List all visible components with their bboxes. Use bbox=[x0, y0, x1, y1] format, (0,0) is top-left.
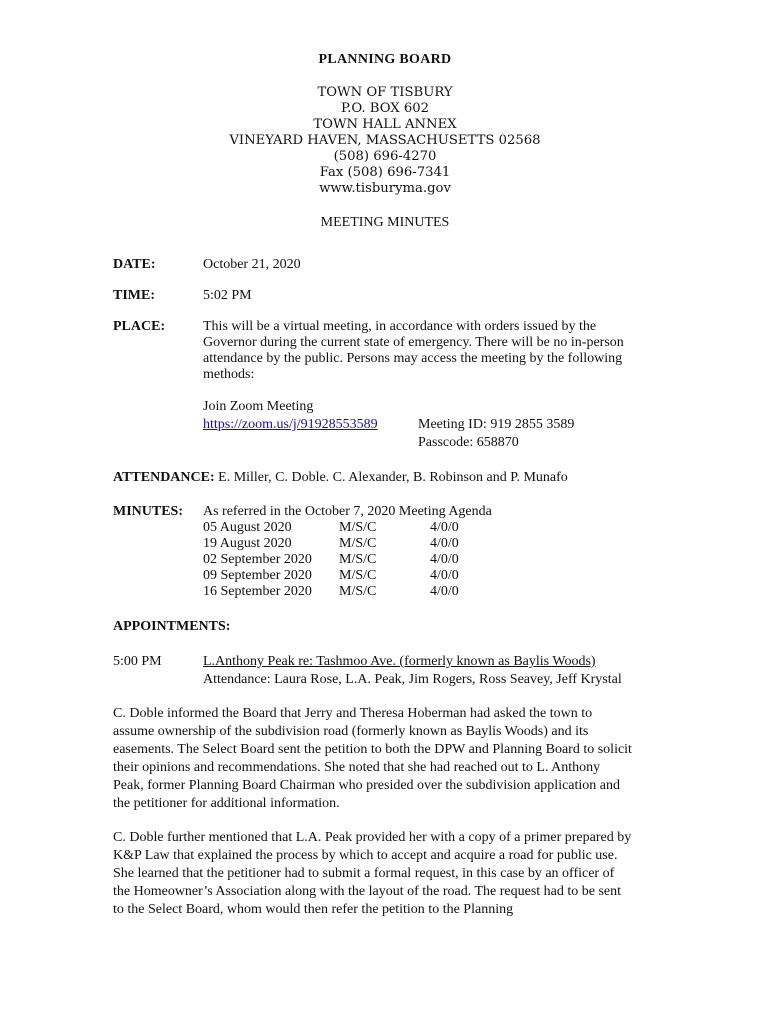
date-label: DATE: bbox=[113, 257, 156, 272]
approval-vote: 4/0/0 bbox=[430, 520, 459, 535]
minutes-label: MINUTES: bbox=[113, 504, 184, 519]
appointment-title: L.Anthony Peak re: Tashmoo Ave. (formerly known as Baylis Woods) bbox=[203, 654, 596, 669]
zoom-link[interactable]: https://zoom.us/j/91928553589 bbox=[203, 417, 378, 432]
attendance-label: ATTENDANCE: bbox=[113, 470, 215, 485]
address-line-fax: Fax (508) 696-7341 bbox=[319, 165, 451, 180]
minutes-approval-table bbox=[203, 520, 459, 600]
discussion-paragraph-1: C. Doble informed the Board that Jerry and Theresa Hoberman had asked the town to assume ownership of the subdivision road (formerly known as Baylis Woods) and its easements. The Select Board sent the petition to both the DPW and Planning Board to solicit their opinions and recommendations. She noted that she had reached out to L. Anthony Peak, former Planning Board Chairman who presided over the subdivision application and the petitioner for additional information. bbox=[113, 706, 632, 811]
place-label: PLACE: bbox=[113, 319, 166, 334]
minutes-details bbox=[203, 504, 673, 600]
appointment-details bbox=[203, 654, 673, 688]
approval-date: 05 August 2020 bbox=[203, 520, 292, 535]
appointment-time: 5:00 PM bbox=[113, 654, 162, 669]
zoom-link-row bbox=[203, 417, 673, 433]
passcode: Passcode: 658870 bbox=[418, 435, 519, 450]
passcode-row bbox=[203, 435, 673, 451]
address-line-town: TOWN OF TISBURY bbox=[317, 85, 453, 100]
table-row bbox=[203, 584, 459, 600]
board-title: PLANNING BOARD bbox=[318, 52, 452, 67]
zoom-heading: Join Zoom Meeting bbox=[203, 399, 314, 414]
approval-motion: M/S/C bbox=[339, 536, 377, 551]
attendance-text: E. Miller, C. Doble. C. Alexander, B. Robinson and P. Munafo bbox=[218, 470, 568, 485]
table-row bbox=[203, 552, 459, 568]
address-line-city: VINEYARD HAVEN, MASSACHUSETTS 02568 bbox=[229, 133, 541, 148]
attendance-row bbox=[113, 470, 673, 486]
approval-motion: M/S/C bbox=[339, 584, 377, 599]
address-line-website: www.tisburyma.gov bbox=[319, 181, 451, 196]
address-line-pobox: P.O. BOX 602 bbox=[340, 101, 430, 116]
date-value: October 21, 2020 bbox=[203, 257, 301, 272]
minutes-body bbox=[113, 257, 673, 919]
approval-date: 16 September 2020 bbox=[203, 584, 312, 599]
approval-motion: M/S/C bbox=[339, 568, 377, 583]
approval-date: 02 September 2020 bbox=[203, 552, 312, 567]
table-row bbox=[203, 536, 459, 552]
place-text: This will be a virtual meeting, in accordance with orders issued by the Governor during the current state of emergency. There will be no in-person attendance by the public. Persons may access the meeting by the following methods: bbox=[203, 319, 624, 382]
discussion-paragraph-2: C. Doble further mentioned that L.A. Peak provided her with a copy of a primer prepared by K&P Law that explained the process by which to accept and acquire a road for public use. She learned that the petitioner had to submit a formal request, in this case by an officer of the Homeowner’s Association along with the layout of the road. The request had to be sent to the Select Board, whom would then refer the petition to the Planning bbox=[113, 830, 632, 917]
place-row bbox=[113, 319, 673, 451]
appointment-attendance: Attendance: Laura Rose, L.A. Peak, Jim Rogers, Ross Seavey, Jeff Krystal bbox=[203, 672, 622, 687]
approval-vote: 4/0/0 bbox=[430, 536, 459, 551]
approval-vote: 4/0/0 bbox=[430, 584, 459, 599]
approval-date: 19 August 2020 bbox=[203, 536, 292, 551]
approval-motion: M/S/C bbox=[339, 520, 377, 535]
time-value: 5:02 PM bbox=[203, 288, 252, 303]
address-line-annex: TOWN HALL ANNEX bbox=[313, 117, 457, 132]
time-row bbox=[113, 288, 673, 304]
approval-date: 09 September 2020 bbox=[203, 568, 312, 583]
date-row bbox=[113, 257, 673, 273]
document-title: MEETING MINUTES bbox=[320, 215, 450, 230]
meeting-id: Meeting ID: 919 2855 3589 bbox=[418, 417, 575, 432]
approval-vote: 4/0/0 bbox=[430, 568, 459, 583]
table-row bbox=[203, 568, 459, 584]
approval-motion: M/S/C bbox=[339, 552, 377, 567]
table-row bbox=[203, 520, 459, 536]
minutes-row bbox=[113, 504, 673, 600]
address-line-phone: (508) 696-4270 bbox=[333, 149, 437, 164]
appointment-row bbox=[113, 654, 673, 688]
appointments-heading: APPOINTMENTS: bbox=[113, 619, 231, 634]
time-label: TIME: bbox=[113, 288, 155, 303]
place-details bbox=[203, 319, 673, 451]
address-block bbox=[0, 85, 770, 197]
letterhead bbox=[0, 51, 770, 232]
approval-vote: 4/0/0 bbox=[430, 552, 459, 567]
minutes-intro: As referred in the October 7, 2020 Meeting Agenda bbox=[203, 504, 492, 519]
